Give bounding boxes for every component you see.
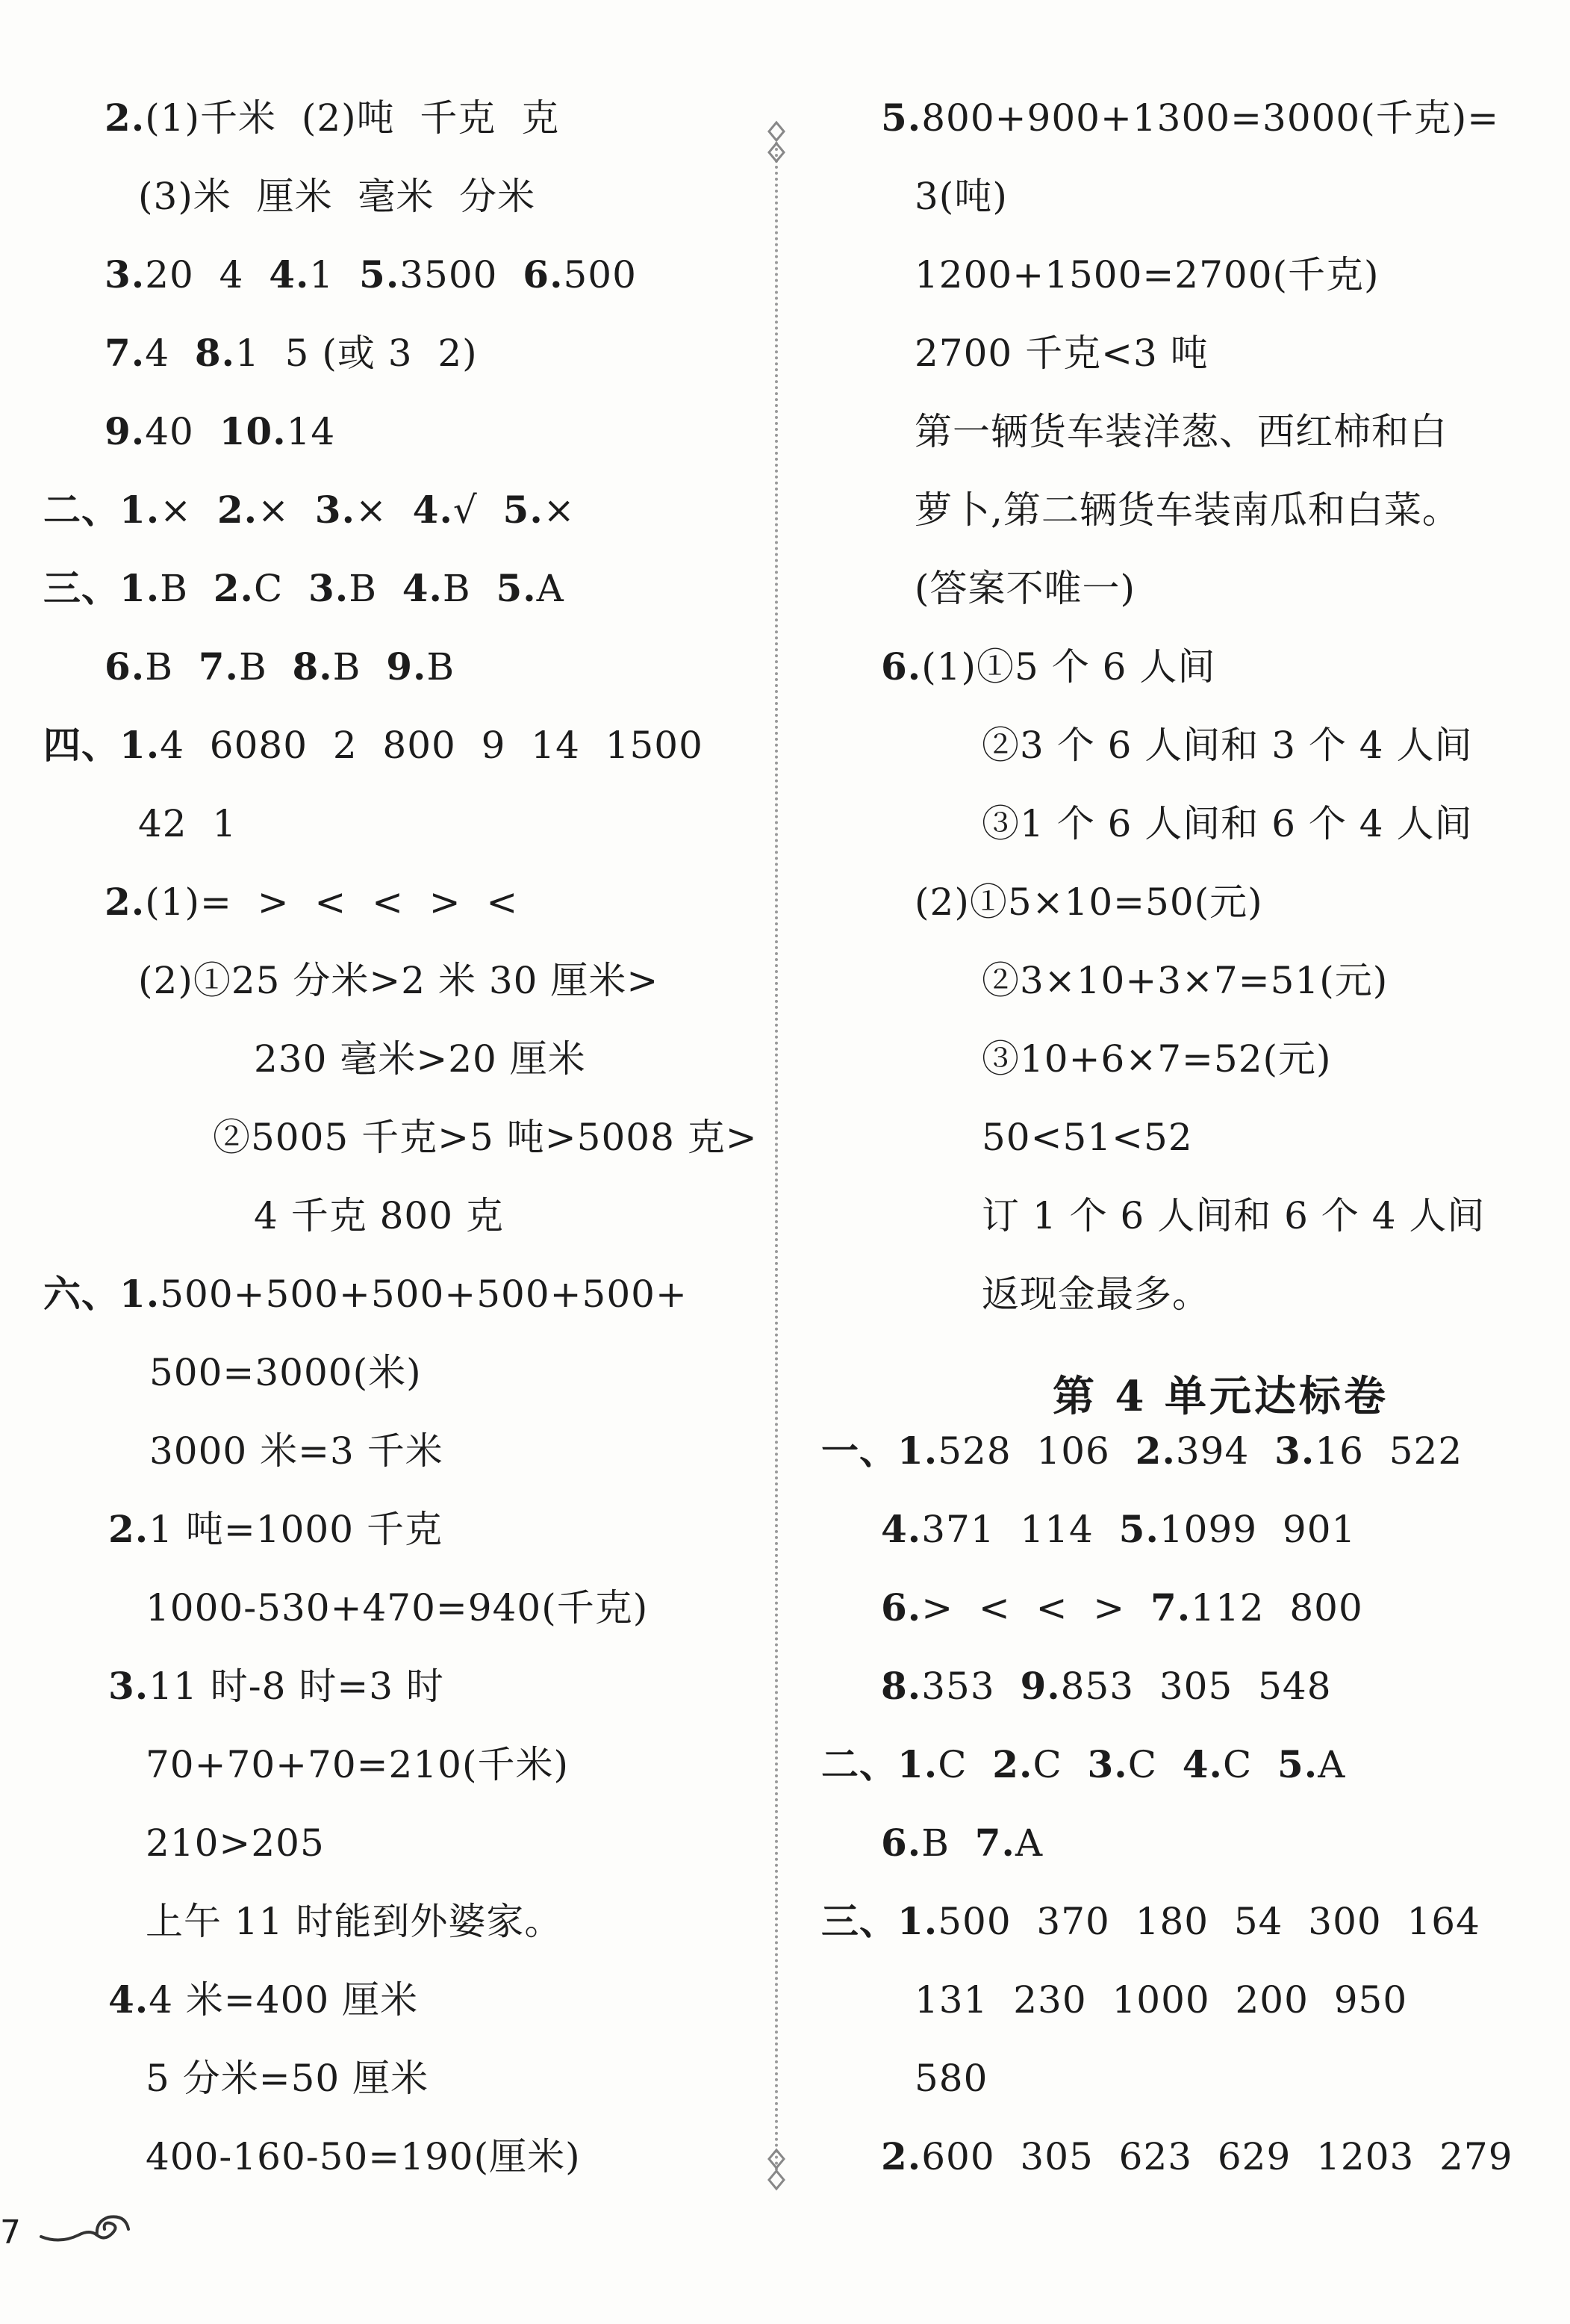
answer-text: A	[1318, 1743, 1346, 1786]
right-answer-line	[881, 2134, 1513, 2180]
question-number: 6.	[881, 1821, 922, 1865]
answer-text: 3500	[399, 253, 523, 296]
answer-text: 4 千克 800 克	[254, 1194, 504, 1237]
left-answer-line	[146, 1585, 648, 1631]
answer-text: 42 1	[138, 802, 237, 845]
right-answer-line	[982, 1193, 1485, 1239]
question-number: 二、1.	[821, 1742, 938, 1786]
right-answer-line	[915, 1977, 1407, 2023]
question-number: 2.	[105, 96, 146, 140]
left-answer-line	[105, 330, 478, 376]
question-number: 4.	[881, 1507, 922, 1551]
question-number: 2.	[1135, 1429, 1176, 1473]
left-answer-line	[108, 1506, 443, 1553]
question-number: 2.	[108, 1507, 149, 1551]
answer-text: 11 时-8 时=3 时	[149, 1665, 444, 1708]
answer-text: 500+500+500+500+500+	[160, 1273, 688, 1316]
answer-text: 500=3000(米)	[149, 1351, 422, 1394]
answer-text: 4	[145, 332, 195, 375]
question-number: 8.	[881, 1664, 922, 1708]
answer-text: > < < >	[921, 1586, 1150, 1629]
left-answer-line	[43, 1271, 688, 1317]
right-answer-line	[915, 487, 1460, 533]
right-answer-line	[881, 1820, 1043, 1866]
left-answer-line	[149, 1349, 422, 1396]
question-number: 3.	[1274, 1429, 1315, 1473]
question-number: 5.	[1118, 1507, 1159, 1551]
question-number: 4.	[402, 566, 443, 610]
left-answer-line	[254, 1193, 504, 1239]
left-answer-line	[138, 957, 658, 1004]
answer-text: C	[1032, 1743, 1088, 1786]
question-number: 2.	[992, 1742, 1033, 1786]
swirl-ornament-icon	[37, 2207, 134, 2252]
question-number: 2.	[217, 488, 258, 532]
left-answer-line	[138, 173, 535, 220]
question-number: 4.	[269, 252, 310, 296]
question-number: 9.	[105, 409, 146, 453]
right-answer-line	[982, 1271, 1210, 1317]
left-answer-line	[43, 487, 576, 533]
answer-text: 14	[286, 410, 336, 453]
question-number: 二、1.	[43, 488, 161, 532]
right-answer-line	[982, 1114, 1193, 1161]
answer-text: 371 114	[921, 1508, 1119, 1551]
answer-text: ×	[258, 488, 315, 532]
question-number: 3.	[308, 566, 349, 610]
answer-text: 528 106	[938, 1429, 1136, 1473]
answer-text: C	[253, 567, 308, 610]
answer-text: 4 6080 2 800 9 14 1500	[160, 724, 703, 767]
left-answer-line	[43, 722, 703, 768]
answer-text: 500	[563, 253, 637, 296]
answer-text: (1)= > < < > <	[145, 880, 519, 924]
answer-text: 800+900+1300=3000(千克)=	[921, 96, 1500, 140]
answer-text: 返现金最多。	[982, 1273, 1210, 1316]
answer-text: 400-160-50=190(厘米)	[146, 2135, 581, 2178]
answer-text: 萝卜,第二辆货车装南瓜和白菜。	[915, 488, 1460, 532]
question-number: 三、1.	[821, 1899, 938, 1943]
left-answer-line	[146, 1820, 325, 1866]
left-answer-line	[105, 879, 518, 925]
question-number: 10.	[219, 409, 287, 453]
answer-text: 50<51<52	[982, 1116, 1193, 1159]
right-answer-line	[881, 95, 1499, 141]
answer-text: 第一辆货车装洋葱、西红柿和白	[915, 410, 1448, 453]
answer-text: √	[452, 488, 503, 532]
answer-text: 394	[1175, 1429, 1275, 1473]
answer-text: 20 4	[145, 253, 270, 296]
question-number: 5.	[359, 252, 400, 296]
left-answer-line	[146, 2134, 581, 2180]
answer-text: (1)①5 个 6 人间	[921, 645, 1216, 689]
answer-text: 上午 11 时能到外婆家。	[146, 1900, 563, 1943]
question-number: 3.	[1087, 1742, 1128, 1786]
answer-text: ③1 个 6 人间和 6 个 4 人间	[982, 802, 1473, 845]
question-number: 4.	[108, 1977, 149, 2022]
answer-text: 订 1 个 6 人间和 6 个 4 人间	[982, 1194, 1486, 1237]
question-number: 8.	[292, 644, 333, 689]
right-answer-line	[881, 1663, 1332, 1709]
right-answer-line	[821, 1898, 1480, 1945]
answer-text: 3(吨)	[915, 175, 1008, 218]
question-number: 四、1.	[43, 723, 161, 767]
page-number: 7	[0, 2213, 21, 2252]
answer-text: 3000 米=3 千米	[149, 1429, 443, 1473]
right-answer-line	[821, 1742, 1345, 1788]
question-number: 7.	[974, 1821, 1015, 1865]
answer-text: 600 305 623 629 1203 279	[921, 2135, 1513, 2178]
answer-text: B	[238, 645, 293, 689]
question-number: 5.	[496, 566, 537, 610]
answer-text: 4 米=400 厘米	[149, 1978, 419, 2022]
right-answer-line	[915, 2055, 988, 2101]
answer-text: B	[442, 567, 496, 610]
answer-text: A	[1015, 1821, 1044, 1865]
right-answer-line	[915, 330, 1209, 376]
right-answer-line	[881, 1585, 1363, 1631]
answer-text: 580	[915, 2057, 988, 2100]
left-answer-line	[43, 565, 564, 612]
answer-text: C	[1127, 1743, 1183, 1786]
question-number: 9.	[1020, 1664, 1061, 1708]
answer-text: 40	[145, 410, 219, 453]
right-answer-line	[915, 252, 1380, 298]
answer-text: 1099 901	[1159, 1508, 1356, 1551]
question-number: 7.	[198, 644, 239, 689]
answer-text: B	[921, 1821, 975, 1865]
question-number: 7.	[1150, 1585, 1191, 1629]
answer-text: 2700 千克<3 吨	[915, 332, 1209, 375]
question-number: 2.	[213, 566, 254, 610]
answer-text: B	[145, 645, 199, 689]
question-number: 8.	[194, 331, 236, 375]
left-answer-line	[146, 2055, 429, 2101]
answer-text: B	[332, 645, 387, 689]
answer-text: B	[349, 567, 402, 610]
answer-text: 230 毫米>20 厘米	[254, 1037, 586, 1081]
answer-text: 112 800	[1191, 1586, 1363, 1629]
left-answer-line	[105, 95, 559, 141]
question-number: 6.	[881, 1585, 922, 1629]
answer-text: ×	[543, 488, 576, 532]
question-number: 4.	[1182, 1742, 1223, 1786]
left-answer-line	[108, 1663, 444, 1709]
answer-text: 1000-530+470=940(千克)	[146, 1586, 649, 1629]
answer-text: 1 吨=1000 千克	[149, 1508, 443, 1551]
answer-text: ②5005 千克>5 吨>5008 克>	[213, 1116, 758, 1159]
answer-text: A	[536, 567, 564, 610]
question-number: 六、1.	[43, 1272, 161, 1316]
right-answer-line	[915, 408, 1448, 455]
column-divider	[775, 142, 778, 2173]
answer-text: (2)①25 分米>2 米 30 厘米>	[138, 959, 659, 1002]
right-answer-line	[915, 879, 1263, 925]
question-number: 7.	[105, 331, 146, 375]
left-answer-line	[108, 1977, 418, 2023]
left-answer-line	[146, 1898, 562, 1945]
answer-text: 1 5 (或 3 2)	[235, 332, 478, 375]
diamond-ornament-icon	[763, 2147, 790, 2192]
answer-text: C	[1222, 1743, 1277, 1786]
right-answer-line	[982, 722, 1473, 768]
answer-text: ②3 个 6 人间和 3 个 4 人间	[982, 724, 1473, 767]
question-number: 3.	[105, 252, 146, 296]
question-number: 5.	[1277, 1742, 1318, 1786]
answer-text: 1200+1500=2700(千克)	[915, 253, 1380, 296]
answer-text: (答案不唯一)	[915, 567, 1136, 610]
left-answer-line	[254, 1036, 586, 1082]
answer-text: 500 370 180 54 300 164	[938, 1900, 1480, 1943]
left-answer-line	[105, 408, 335, 455]
left-answer-line	[105, 644, 455, 690]
right-answer-line	[915, 565, 1136, 612]
left-answer-line	[105, 252, 637, 298]
question-number: 5.	[881, 96, 922, 140]
question-number: 2.	[881, 2134, 922, 2178]
answer-text: B	[426, 645, 455, 689]
left-answer-line	[146, 1742, 569, 1788]
question-number: 一、1.	[821, 1429, 938, 1473]
answer-text: 5 分米=50 厘米	[146, 2057, 429, 2100]
question-number: 3.	[314, 488, 355, 532]
answer-text: ②3×10+3×7=51(元)	[982, 959, 1389, 1002]
question-number: 2.	[105, 880, 146, 924]
answer-text: ③10+6×7=52(元)	[982, 1037, 1332, 1081]
answer-text: (3)米 厘米 毫米 分米	[138, 175, 536, 218]
answer-text: 70+70+70=210(千米)	[146, 1743, 570, 1786]
right-answer-line	[881, 1506, 1356, 1553]
diamond-ornament-icon	[763, 119, 790, 164]
right-answer-line	[881, 644, 1215, 690]
right-answer-line	[915, 173, 1008, 220]
question-number: 9.	[386, 644, 427, 689]
answer-text: ×	[355, 488, 413, 532]
answer-text: 210>205	[146, 1821, 325, 1865]
question-number: 6.	[523, 252, 564, 296]
answer-text: 131 230 1000 200 950	[915, 1978, 1408, 2022]
answer-text: 1	[309, 253, 360, 296]
question-number: 5.	[502, 488, 543, 532]
answer-text: C	[938, 1743, 993, 1786]
question-number: 4.	[412, 488, 453, 532]
answer-text: ×	[160, 488, 217, 532]
question-number: 三、1.	[43, 566, 161, 610]
left-answer-line	[213, 1114, 758, 1161]
right-answer-line	[821, 1428, 1462, 1474]
section-heading: 第 4 单元达标卷	[1053, 1372, 1389, 1421]
answer-text: 353	[921, 1665, 1021, 1708]
answer-text: (1)千米 (2)吨 千克 克	[145, 96, 560, 140]
answer-text: 16 522	[1315, 1429, 1463, 1473]
right-answer-line	[982, 1036, 1332, 1082]
answer-text: (2)①5×10=50(元)	[915, 880, 1263, 924]
answer-text: B	[160, 567, 214, 610]
question-number: 3.	[108, 1664, 149, 1708]
answer-text: 853 305 548	[1060, 1665, 1332, 1708]
right-answer-line	[982, 801, 1473, 847]
question-number: 6.	[881, 644, 922, 689]
left-answer-line	[149, 1428, 443, 1474]
left-answer-line	[138, 801, 237, 847]
question-number: 6.	[105, 644, 146, 689]
right-answer-line	[982, 957, 1388, 1004]
